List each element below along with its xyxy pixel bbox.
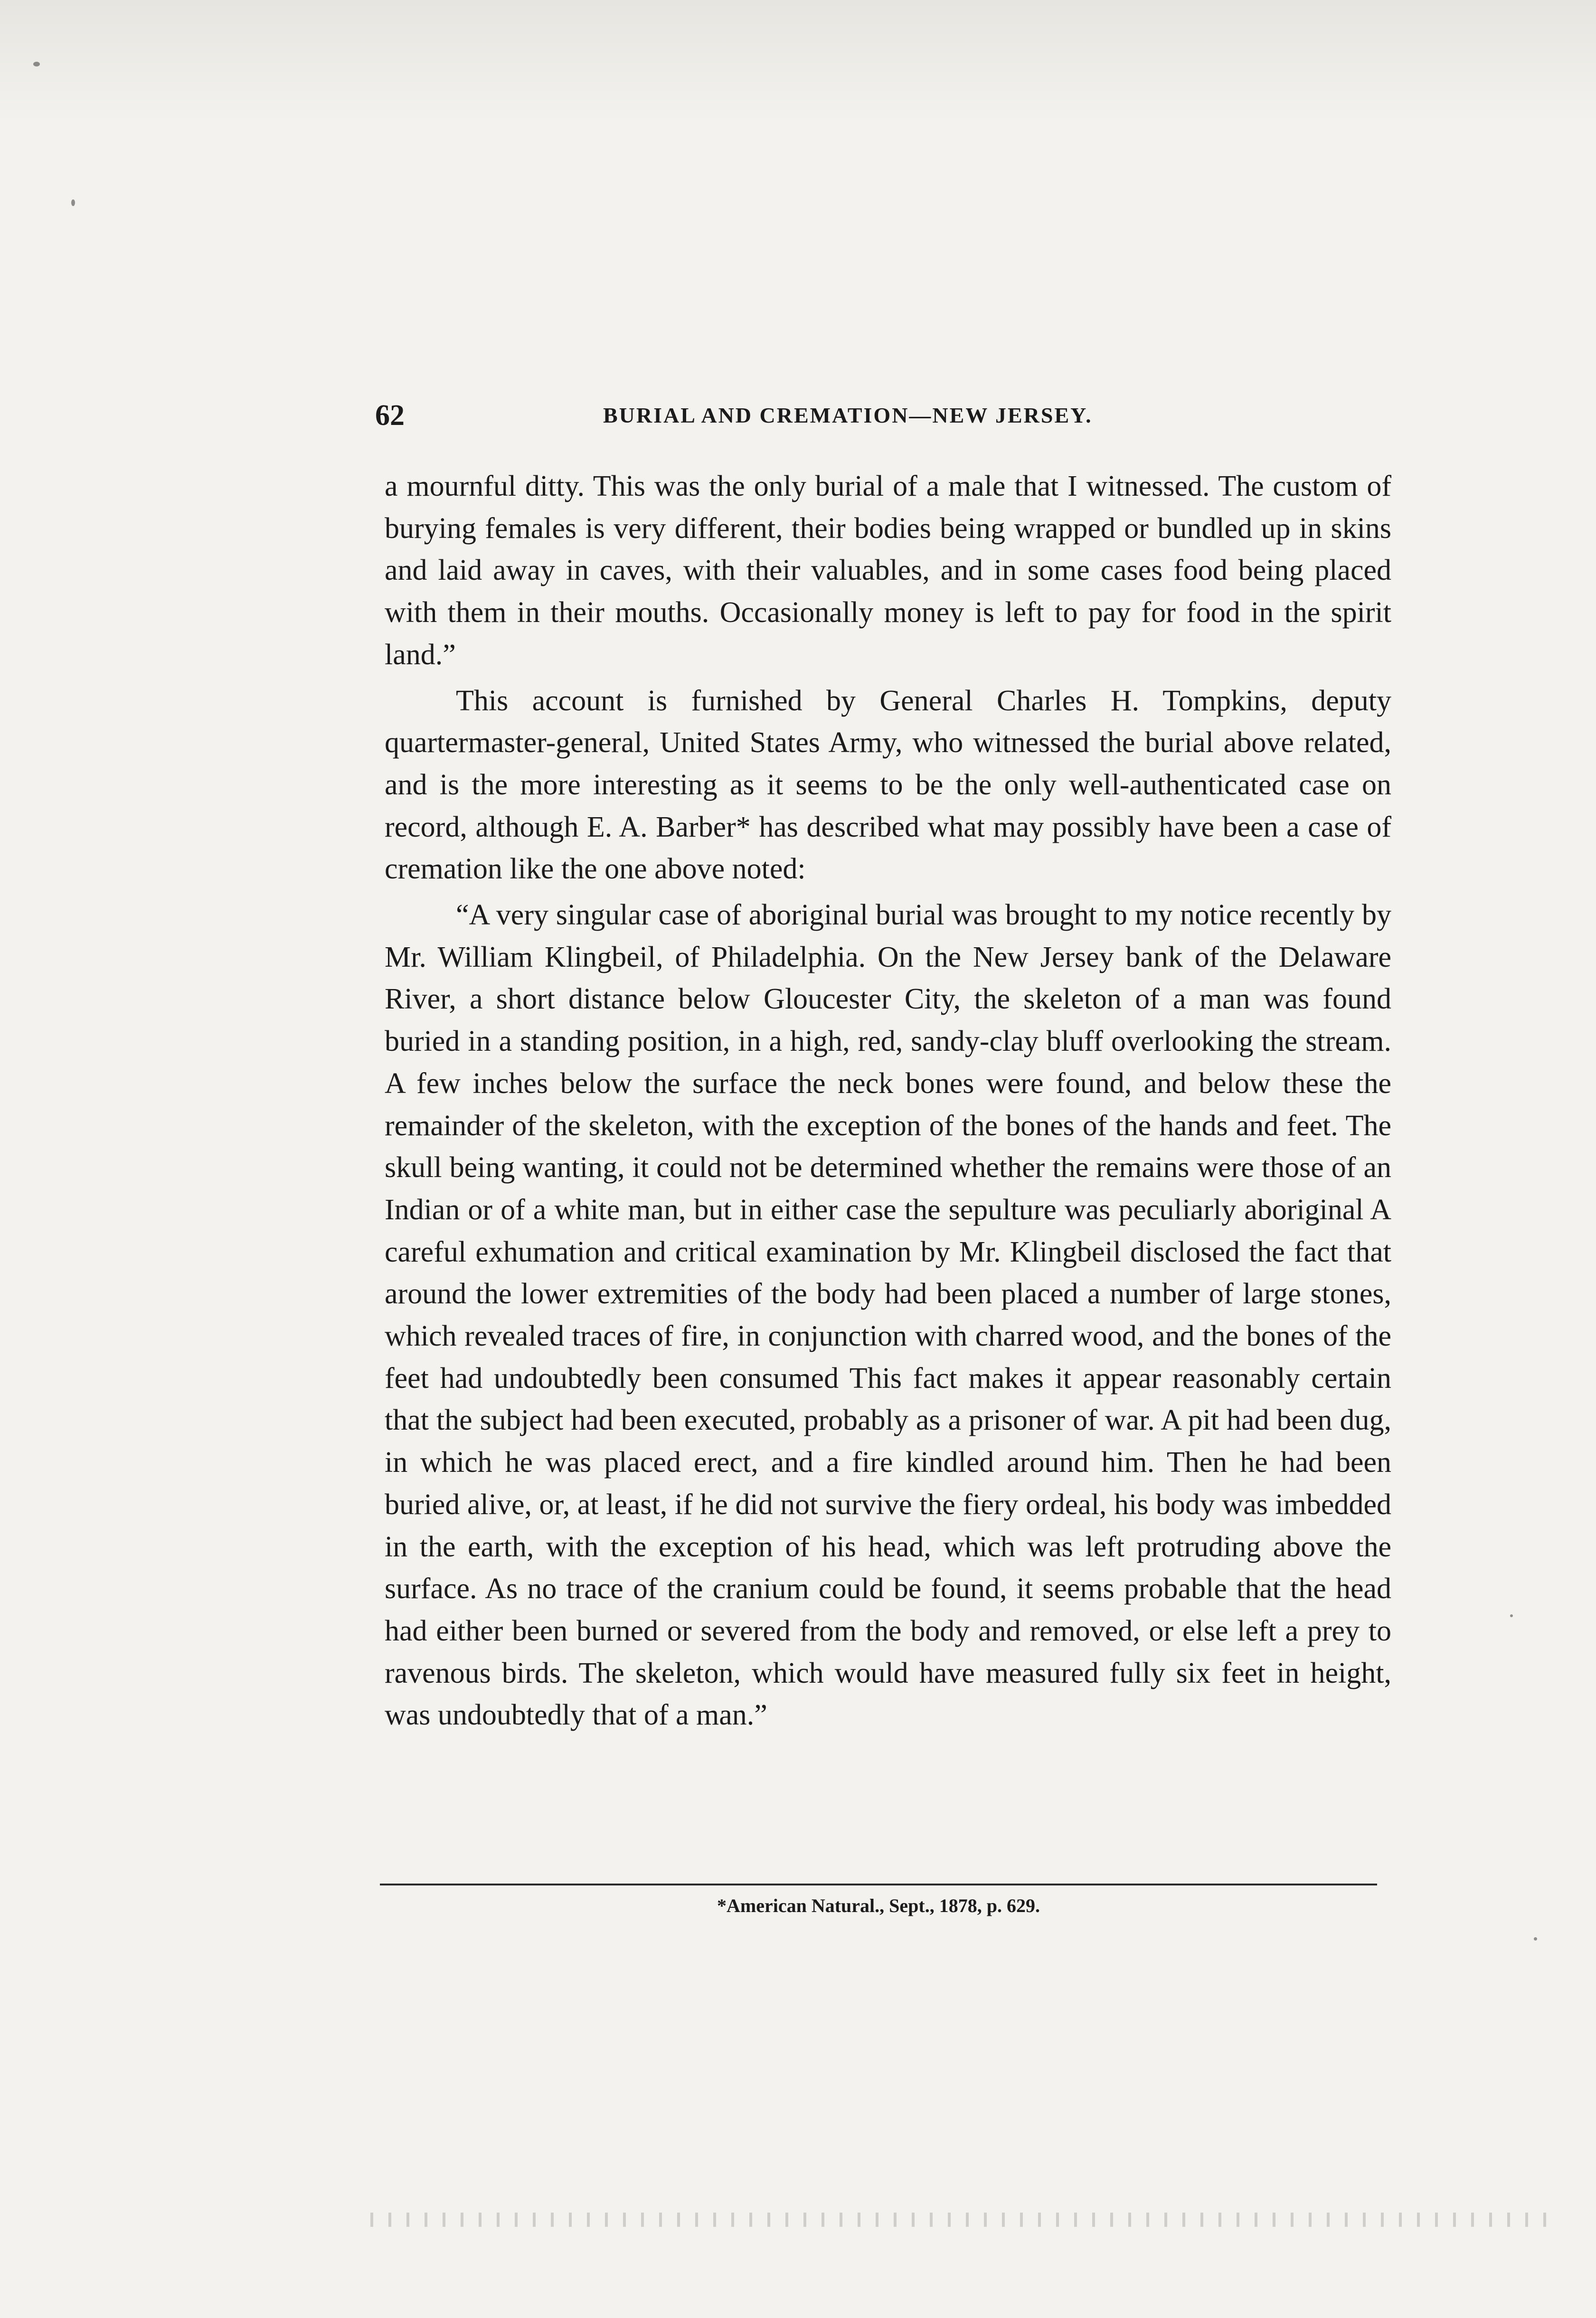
page-number: 62 — [375, 399, 405, 432]
scan-bottom-noise — [370, 2213, 1548, 2227]
footnote: *American Natural., Sept., 1878, p. 629. — [717, 1895, 1040, 1916]
scan-speck — [71, 199, 75, 206]
running-head — [375, 399, 1197, 437]
scan-edge-shadow — [0, 0, 1596, 123]
paragraph-barber-quote: “A very singular case of aboriginal burial was brought to my notice recently by Mr. William Klingbeil, of Philadelphia. On the New Jersey bank of the Delaware River, a short distance below Gloucester City, the skeleton of a man was found buried in a standing position, in a high, red, sandy-clay bluff overlooking the stream. A few inches below the surface the neck bones were found, and below these the remainder of the skeleton, with the exception of the bones of the hands and feet. The skull being wanting, it could not be determined whether the remains were those of an Indian or of a white man, but in either case the sepulture was peculiarly aboriginal A careful exhumation and critical examination by Mr. Klingbeil disclosed the fact that around the lower extremities of the body had been placed a number of large stones, which revealed traces of fire, in conjunction with charred wood, and the bones of the feet had undoubtedly been consumed This fact makes it appear reasonably certain that the subject had been executed, probably as a prisoner of war. A pit had been dug, in which he was placed erect, and a fire kindled around him. Then he had been buried alive, or, at least, if he did not survive the fiery ordeal, his body was imbedded in the earth, with the exception of his head, which was left protruding above the surface. As no trace of the cranium could be found, it seems probable that the head had either been burned or severed from the body and removed, or else left a prey to ravenous birds. The skeleton, which would have measured fully six feet in height, was undoubtedly that of a man.” — [385, 899, 1391, 1732]
scan-speck — [1534, 1937, 1537, 1941]
running-title: BURIAL AND CREMATION—NEW JERSEY. — [603, 403, 1093, 427]
scan-speck — [33, 62, 40, 66]
paragraph-continued: a mournful ditty. This was the only burial of a male that I witnessed. The custom of burying females is very different, their bodies being wrapped or bundled up in skins and laid away in caves, with their valuables, and in some cases food being placed with them in their mouths. Occasionally money is left to pay for food in the spirit land.” — [385, 470, 1391, 671]
paragraph-tompkins-account: This account is furnished by General Charles H. Tompkins, deputy quartermaster-general, United States Army, who witnessed the burial above related, and is the more interesting as it seems to be the only well-authenticated case on record, although E. A. Barber* has described what may possibly have been a case of cremation like the one above noted: — [385, 684, 1391, 886]
body-text — [385, 465, 1391, 1740]
scan-speck — [1510, 1614, 1513, 1617]
footnote-divider — [380, 1884, 1377, 1885]
